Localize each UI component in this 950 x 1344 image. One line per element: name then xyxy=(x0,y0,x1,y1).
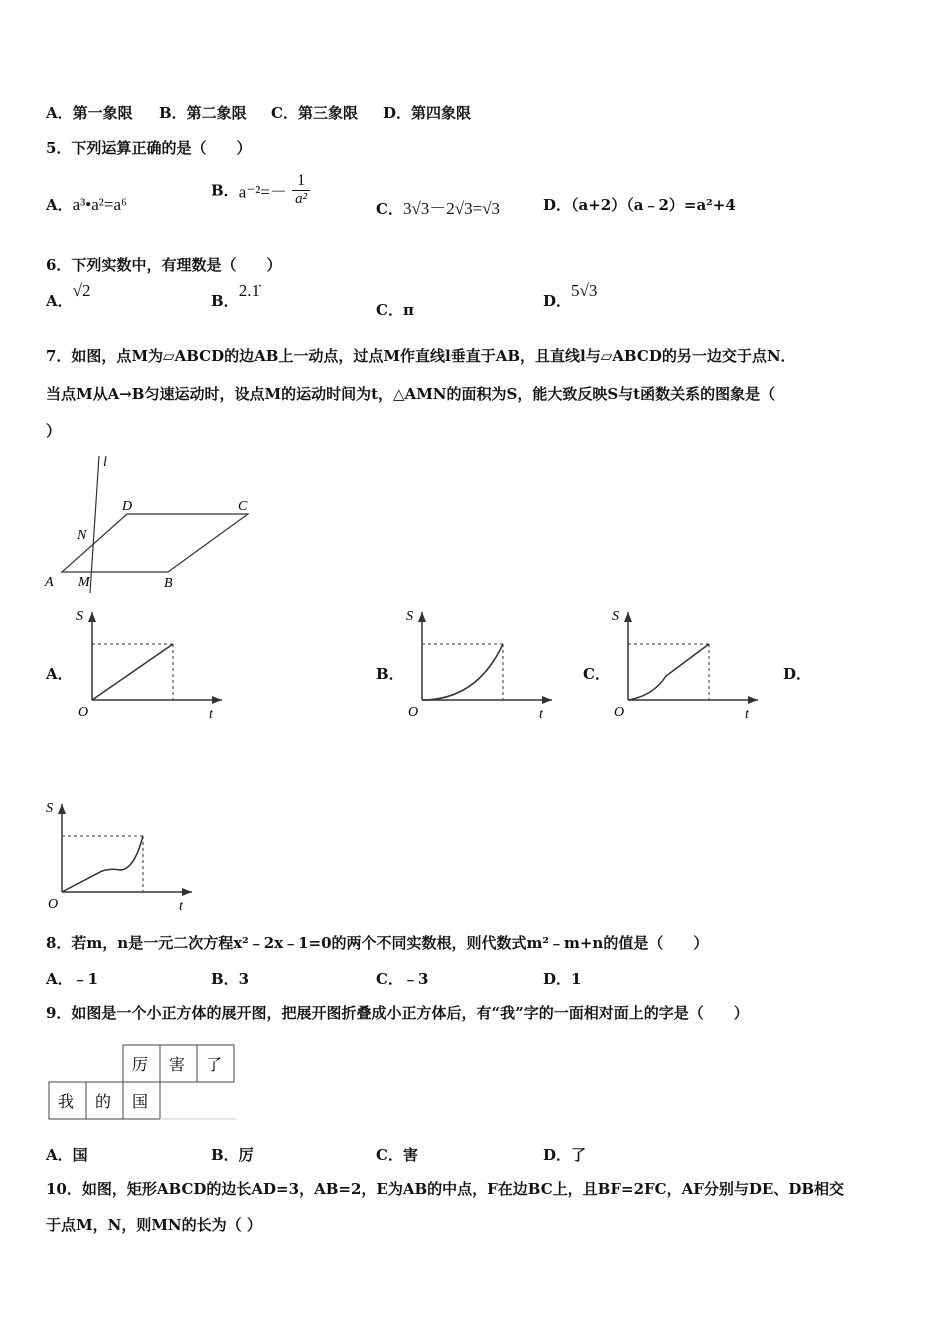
cell-guo: 国 xyxy=(132,1092,149,1111)
curve-d xyxy=(62,836,143,892)
q5-a-expr: a³•a²=a⁶ xyxy=(72,195,127,214)
q4-option-a: A．第一象限 xyxy=(46,104,133,122)
axis-s: S xyxy=(46,801,53,816)
q9-option-c: C．害 xyxy=(376,1146,418,1164)
q4-option-b: B．第二象限 xyxy=(159,104,247,122)
q7-option-b-label: B． xyxy=(376,665,404,683)
s-axis-arrow xyxy=(88,612,96,622)
q7-graph-c xyxy=(608,604,768,724)
q9-option-a: A．国 xyxy=(46,1146,88,1164)
q8-option-d: D．1 xyxy=(543,970,582,988)
q8-stem: 8．若m，n是一元二次方程x²﹣2x﹣1=0的两个不同实数根，则代数式m²﹣m+n的值是（ ） xyxy=(46,934,709,952)
q7-parallelogram-figure xyxy=(40,448,270,598)
q6-d-value: 5√3 xyxy=(571,281,598,300)
q5-d-label: D． xyxy=(543,196,572,214)
label-a: A xyxy=(45,575,54,590)
label-m: M xyxy=(78,575,90,590)
q7-stem-line2: 当点M从A→B匀速运动时，设点M的运动时间为t，△AMN的面积为S，能大致反映S与t函数关系的图象是（ xyxy=(46,385,776,403)
label-n: N xyxy=(77,528,87,543)
axis-t: t xyxy=(209,707,213,722)
q6-b-value: 2.1̇ xyxy=(238,281,260,300)
q5-b-lhs: a⁻²=－ xyxy=(238,182,287,202)
cell-wo: 我 xyxy=(58,1092,75,1111)
q6-c-label: C． xyxy=(376,301,403,319)
cell-hai: 害 xyxy=(169,1055,186,1074)
q5-b-fraction xyxy=(292,172,310,208)
cell-li: 厉 xyxy=(132,1055,149,1074)
axis-o: O xyxy=(408,705,419,720)
axis-t: t xyxy=(745,707,749,722)
q4-option-c: C．第三象限 xyxy=(271,104,358,122)
axis-t: t xyxy=(539,707,543,722)
t-axis-arrow xyxy=(182,888,192,896)
q6-option-d xyxy=(543,281,598,311)
q9-option-b: B．厉 xyxy=(211,1146,254,1164)
axis-s: S xyxy=(406,609,413,624)
s-axis-arrow xyxy=(58,804,66,814)
label-c: C xyxy=(238,499,248,514)
curve-b xyxy=(422,644,503,700)
q5-stem: 5．下列运算正确的是（ ） xyxy=(46,139,252,157)
q6-option-a xyxy=(46,281,91,311)
s-axis-arrow xyxy=(418,612,426,622)
q6-option-c xyxy=(376,299,414,320)
q8-option-a: A．﹣1 xyxy=(46,970,99,988)
q8-option-b: B．3 xyxy=(211,970,250,988)
curve-a xyxy=(92,644,173,700)
cell-le: 了 xyxy=(206,1055,223,1074)
cell-de: 的 xyxy=(95,1092,112,1111)
q6-b-label: B． xyxy=(211,292,239,310)
q5-d-expr: （a+2）（a﹣2）=a²+4 xyxy=(571,196,736,214)
q6-a-label: A． xyxy=(46,292,73,310)
q6-option-b xyxy=(211,281,260,311)
q7-stem-line3: ） xyxy=(46,422,62,440)
q9-stem: 9．如图是一个小正方体的展开图，把展开图折叠成小正方体后，有“我”字的一面相对面上的字是（ ） xyxy=(46,1004,749,1022)
q5-b-label: B． xyxy=(211,181,239,200)
q5-c-expr: 3√3－2√3=√3 xyxy=(402,199,501,218)
q7-graph-d xyxy=(42,796,202,916)
q5-b-numerator: 1 xyxy=(292,172,310,191)
axis-s: S xyxy=(76,609,83,624)
t-axis-arrow xyxy=(748,696,758,704)
q6-stem: 6．下列实数中，有理数是（ ） xyxy=(46,256,282,274)
q6-c-value: π xyxy=(402,301,414,319)
q5-b-denominator: a² xyxy=(295,191,308,207)
t-axis-arrow xyxy=(542,696,552,704)
q7-option-c-label: C． xyxy=(583,665,610,683)
q5-option-c xyxy=(376,194,500,219)
axis-t: t xyxy=(179,899,183,914)
q5-c-label: C． xyxy=(376,200,403,218)
axis-o: O xyxy=(48,897,59,912)
parallelogram-abcd xyxy=(62,514,248,572)
curve-c xyxy=(628,644,709,700)
axis-o: O xyxy=(614,705,625,720)
q5-option-d xyxy=(543,194,736,215)
axis-o: O xyxy=(78,705,89,720)
q5-a-label: A． xyxy=(46,196,73,214)
q8-option-c: C．﹣3 xyxy=(376,970,429,988)
q5-option-a xyxy=(46,194,127,215)
q7-stem-line1: 7．如图，点M为▱ABCD的边AB上一动点，过点M作直线l垂直于AB，且直线l与▱ABCD的另一边交于点N． xyxy=(46,347,796,365)
t-axis-arrow xyxy=(212,696,222,704)
q6-d-label: D． xyxy=(543,292,572,310)
q7-option-d-label: D． xyxy=(783,665,812,683)
q6-a-value: √2 xyxy=(72,281,91,300)
q4-option-d: D．第四象限 xyxy=(383,104,472,122)
q5-option-b xyxy=(211,172,310,208)
label-d: D xyxy=(122,499,133,514)
q10-stem-line2: 于点M，N，则MN的长为（ ） xyxy=(46,1216,262,1234)
q9-option-d: D．了 xyxy=(543,1146,587,1164)
label-b: B xyxy=(164,576,173,591)
axis-s: S xyxy=(612,609,619,624)
q10-stem-line1: 10．如图，矩形ABCD的边长AD=3，AB=2，E为AB的中点，F在边BC上，且BF=2FC，AF分别与DE、DB相交 xyxy=(46,1180,845,1198)
q7-option-a-label: A． xyxy=(46,665,73,683)
label-l: l xyxy=(103,455,107,470)
s-axis-arrow xyxy=(624,612,632,622)
q9-cube-net xyxy=(46,1043,241,1125)
q7-graph-b xyxy=(402,604,562,724)
q7-graph-a xyxy=(72,604,232,724)
